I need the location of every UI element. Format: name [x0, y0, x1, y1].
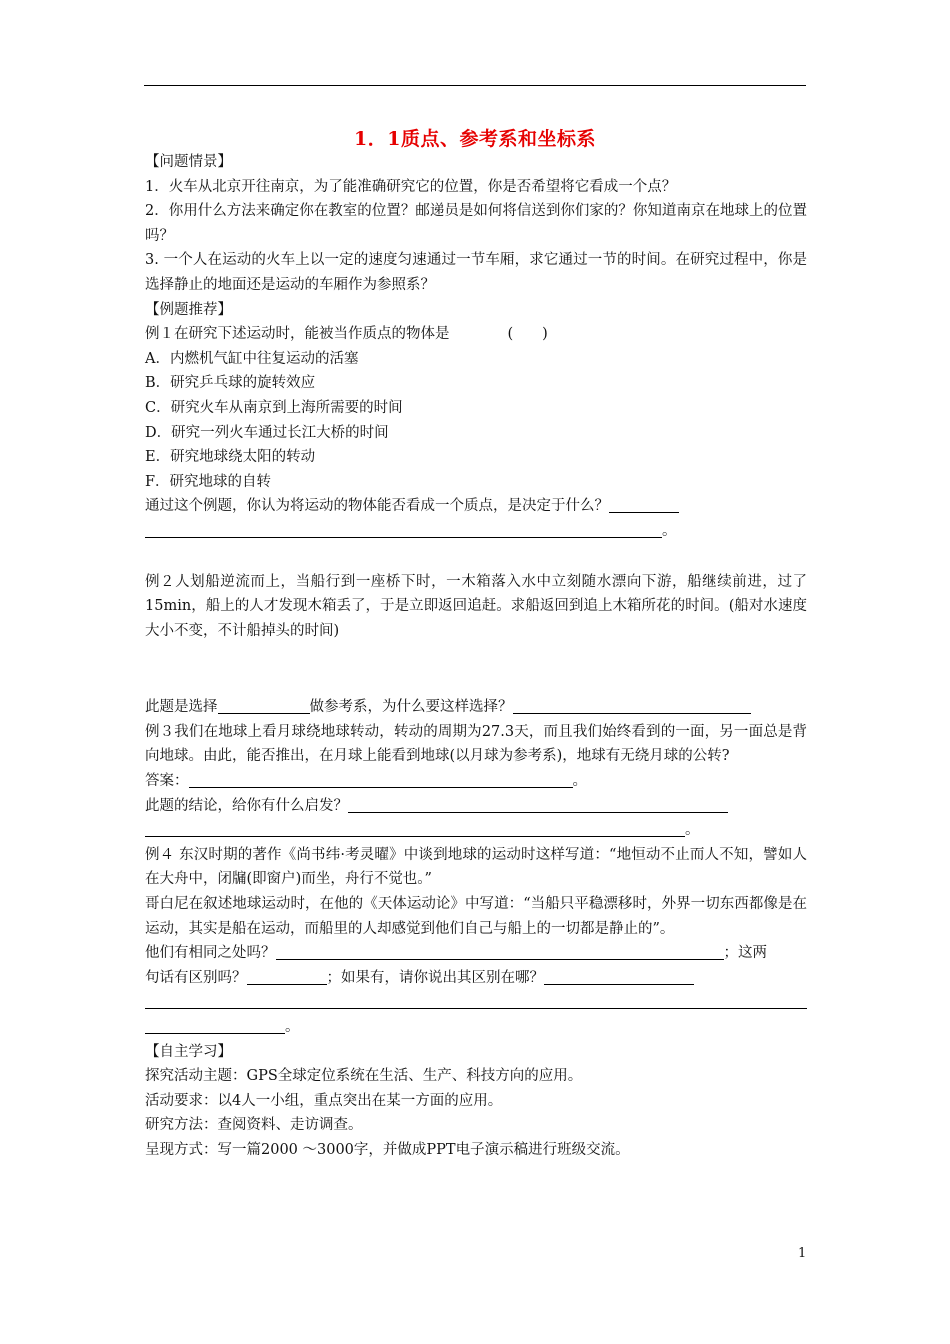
- answer-blank[interactable]: [145, 521, 662, 538]
- option-d: D．研究一列火车通过长江大桥的时间: [145, 424, 389, 441]
- example-4-diff-line: [145, 990, 807, 1015]
- option-e: E．研究地球绕太阳的转动: [145, 449, 316, 466]
- example-3-answer: 答案： 。: [145, 773, 587, 790]
- example-3-stem: 例３我们在地球上看月球绕地球转动，转动的周期为27.3天，而且我们始终看到的一面，另一面总是背向地球。由此，能否推出，在月球上能看到地球(以月球为参考系)，地球有无绕月球的公转?: [145, 723, 807, 765]
- example-4-diff: 句话有区别吗？ ；如果有，请你说出其区别在哪？: [145, 966, 807, 991]
- example-1-followup-line: 。: [145, 519, 807, 544]
- activity-presentation: 呈现方式：写一篇2000 ～3000字，并做成PPT电子演示稿进行班级交流。: [145, 1141, 630, 1158]
- activity-theme: 探究活动主题：GPS全球定位系统在生活、生产、科技方向的应用。: [145, 1068, 583, 1085]
- section-heading-problem: 【问题情景】: [145, 154, 232, 170]
- answer-blank[interactable]: [544, 968, 694, 985]
- example-4-copernicus: 哥白尼在叙述地球运动时，在他的《天体运动论》中写道：“当船只平稳漂移时，外界一切东西都像是在运动，其实是船在运动，而船里的人却感觉到他们自己与船上的一切都是静止的”。: [145, 896, 807, 937]
- answer-blank[interactable]: [145, 1017, 285, 1034]
- example-1-stem: 例１在研究下述运动时，能被当作质点的物体是 ( ): [145, 322, 807, 347]
- option-a: A．内燃机气缸中往复运动的活塞: [145, 350, 359, 367]
- answer-blank[interactable]: [276, 943, 724, 960]
- example-4-diff-end: 。: [145, 1015, 807, 1040]
- option-b: B．研究乒乓球的旋转效应: [145, 375, 316, 392]
- example-4-stem: 例４ 东汉时期的著作《尚书纬·考灵曜》中谈到地球的运动时这样写道：“地恒动不止而人不知，譬如人在大舟中，闭牖(即窗户)而坐，舟行不觉也。”: [145, 846, 807, 888]
- answer-blank[interactable]: [145, 992, 807, 1009]
- option-c: C．研究火车从南京到上海所需要的时间: [145, 399, 403, 416]
- section-heading-examples: 【例题推荐】: [145, 301, 232, 318]
- page-title: 1．1质点、参考系和坐标系: [354, 128, 596, 150]
- document-body: [145, 150, 807, 1163]
- activity-requirement: 活动要求：以4人一小组，重点突出在某一方面的应用。: [145, 1092, 503, 1109]
- activity-method: 研究方法：查阅资料、走访调查。: [145, 1117, 363, 1134]
- section-heading-self-study: 【自主学习】: [145, 1043, 232, 1060]
- example-4-same: 他们有相同之处吗？ ；这两: [145, 945, 767, 962]
- answer-blank[interactable]: [247, 968, 327, 985]
- answer-blank[interactable]: [145, 820, 685, 837]
- answer-blank[interactable]: [218, 697, 310, 714]
- option-f: F．研究地球的自转: [145, 473, 272, 490]
- question-2: 2．你用什么方法来确定你在教室的位置？邮递员是如何将信送到你们家的？你知道南京在地球上的位置吗？: [145, 203, 807, 244]
- header-rule: [144, 85, 806, 86]
- page-number: 1: [798, 1246, 807, 1261]
- question-3: 3. 一个人在运动的火车上以一定的速度匀速通过一节车厢，求它通过一节的时间。在研究过程中，你是选择静止的地面还是运动的车厢作为参照系？: [145, 252, 807, 293]
- example-1-followup: 通过这个例题，你认为将运动的物体能否看成一个质点，是决定于什么？: [145, 494, 807, 519]
- answer-paren: ( ): [507, 326, 548, 343]
- answer-blank[interactable]: [609, 496, 679, 513]
- example-2-question: 此题是选择 做参考系，为什么要这样选择？: [145, 695, 807, 720]
- example-3-insight-line: 。: [145, 818, 807, 843]
- answer-blank[interactable]: [513, 697, 751, 714]
- question-1: 1．火车从北京开往南京，为了能准确研究它的位置，你是否希望将它看成一个点？: [145, 178, 677, 195]
- example-2-stem: 例２人划船逆流而上，当船行到一座桥下时，一木箱落入水中立刻随水漂向下游，船继续前进，过了15min，船上的人才发现木箱丢了，于是立即返回追赶。求船返回到追上木箱所花的时间。(船对水速度大小不变，不计船掉头的时间): [145, 573, 807, 639]
- example-3-insight: 此题的结论，给你有什么启发？: [145, 794, 807, 819]
- answer-blank[interactable]: [189, 771, 573, 788]
- answer-blank[interactable]: [348, 796, 728, 813]
